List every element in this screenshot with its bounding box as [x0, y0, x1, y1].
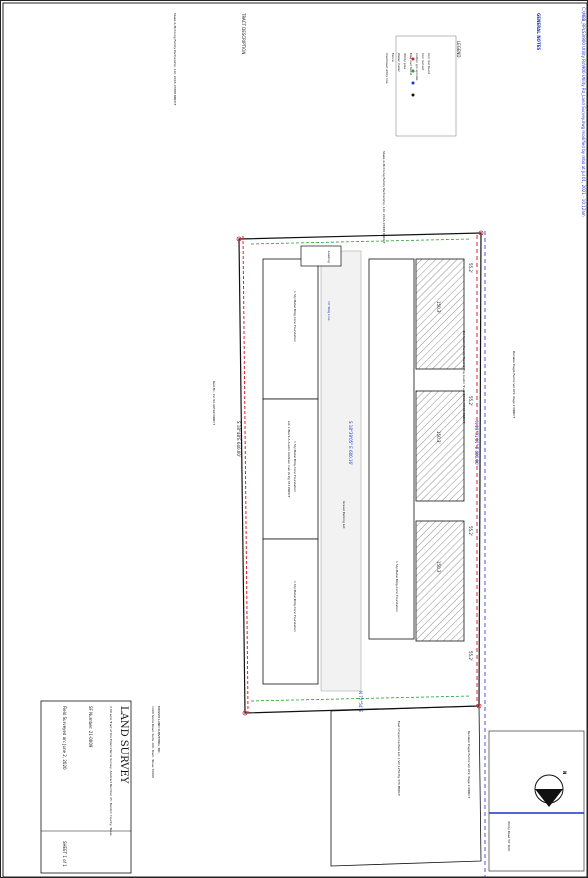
general-notes-heading: GENERAL NOTES [536, 13, 541, 51]
dim-7: 55.2' [468, 651, 473, 662]
tract-heading: TRACT DESCRIPTION [241, 13, 246, 55]
bldg-line-label: 10' Bldg Line [327, 301, 331, 321]
adjacent-label-1: Stake & McClung Family Partnership, Ltd. 2018-15888 DRDCT [382, 151, 386, 244]
north-building-line [251, 239, 471, 244]
dim-3: 55.2' [468, 396, 473, 407]
dim-2: 150.3' [436, 301, 441, 314]
legend-item-7: Fence [391, 53, 395, 62]
surveyor-name: MIDWAY LAND SURVEYING, INC. [157, 706, 161, 754]
title-block-subtitle: 2.00 acre Tract of the Eliam Harris Survey, Abstract Number 25, Denton County, Texas [109, 706, 113, 836]
legend-item-6: Water meter [397, 53, 401, 72]
building-3 [263, 539, 318, 684]
west-bearing: S 18°48'E 640.00' [236, 421, 241, 457]
title-block-title: LAND SURVEY [118, 706, 129, 784]
utility-road-label: Utility Road 50' R/W [507, 821, 511, 851]
building-label-1: 1 Sty Metal Bldg-Conc Foundation [293, 291, 297, 342]
legend-item-1: Iron rod found [427, 53, 431, 75]
building-label-2: 1 Sty Metal Bldg-Conc Foundation [293, 441, 297, 492]
file-path-header: C:\MBB_RPLS3\900 Utility Rd\900 Utility Rd_Land Survey.dwg modified by mbd at Jul 01, 2021 - 10:12am [581, 7, 586, 217]
adjacent-label-6: Renaker Eagle Farms Vol.972, Page 2 DRDCT [467, 731, 471, 799]
adjacent-label-7: East Cheyenne Park Lot 1 Vol.1250 Pg 376 PRDCT [397, 721, 401, 796]
title-block-job: SF Number: 21-0009 [88, 706, 93, 748]
hatched-building-2 [416, 391, 464, 501]
dim-4: 150.3' [436, 431, 441, 444]
surveyor-address: 1400 Some Road, Suite 100, Town, Texas 76000 [151, 706, 155, 778]
hatched-building-1 [416, 259, 464, 369]
middle-bearing: S 18°39'05" E 600.16' [348, 421, 353, 466]
hatched-building-3 [416, 521, 464, 641]
dim-5: 55.2' [468, 526, 473, 537]
title-block-sheet: SHEET 1 of 1 [62, 841, 67, 867]
building-label-4: 1 Sty Metal Bldg-Conc Foundation [395, 561, 399, 612]
dim-1: 55.2' [468, 263, 473, 274]
legend-item-3: Cotton gin spindle [415, 53, 419, 81]
gravel-label: Gravel Parking Lot [342, 501, 346, 529]
legend-item-5: Utility pole [403, 53, 407, 70]
north-label: N [562, 771, 567, 775]
dim-6: 150.3' [436, 561, 441, 574]
adjacent-label-4: Red-Hx, Inc 93-48590 DRDCT [212, 381, 216, 426]
loading-label: Loading [327, 251, 331, 263]
east-bearing: N 19°31'01" E 600.00' [474, 421, 479, 466]
adjacent-label-5: Lot 1 Block A Austin Addition Cab W Pg 353 PRDCT [287, 421, 291, 498]
tract-note-a: Stake & McClung Family Partnership, Ltd. 2018-15888 DRDCT [173, 13, 177, 106]
adjacent-label-2: Renaker Eagle Farms Vol.972, Page 2 DRDCT [512, 351, 516, 419]
legend-item-8: Overhead utility line [385, 53, 389, 84]
vicinity-map-frame [489, 731, 584, 871]
middle-building-row [369, 259, 414, 639]
legend-item-4: Mag nail found [409, 53, 413, 76]
legend-frame [396, 36, 456, 136]
adjacent-label-3: Ed Austin Family Trust & The Austin Trust 2018-49596 DRDCT [462, 331, 466, 424]
legend-item-2: Iron rod set [421, 53, 425, 71]
segment-bearing: N 72°54' E [358, 691, 363, 713]
south-tract [331, 706, 481, 866]
north-arrow [535, 789, 563, 807]
loading-structure [301, 246, 341, 266]
building-label-3: 1 Sty Metal Bldg-Conc Foundation [293, 581, 297, 632]
title-block-field: Field Surveyed on: June 2, 2020 [62, 706, 67, 770]
legend-heading: LEGEND [456, 41, 461, 58]
building-1 [263, 259, 318, 399]
